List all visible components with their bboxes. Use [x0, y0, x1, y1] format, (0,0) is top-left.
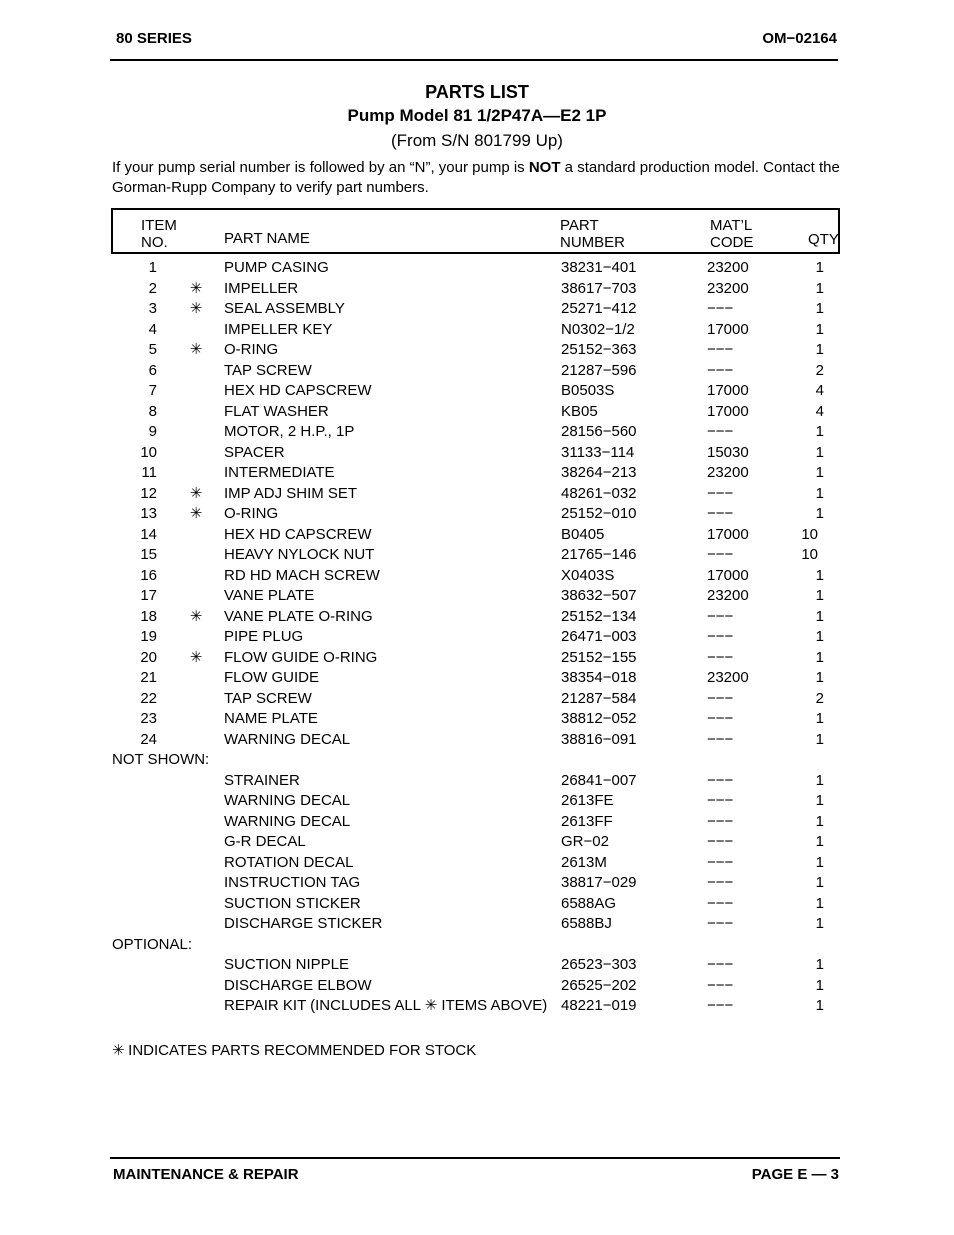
- part-number: 21287−596: [561, 361, 637, 379]
- col-item-line2: NO.: [141, 234, 168, 251]
- quantity: 1: [815, 874, 824, 891]
- quantity: 1: [815, 341, 824, 358]
- quantity: 2: [815, 689, 824, 707]
- material-code: −−−: [707, 915, 734, 932]
- quantity: 1: [815, 566, 824, 584]
- material-code: 23200: [707, 259, 749, 276]
- part-name: SEAL ASSEMBLY: [224, 300, 345, 317]
- item-number: 24: [140, 730, 157, 748]
- part-name: SPACER: [224, 443, 285, 461]
- part-name: O-RING: [224, 505, 279, 522]
- part-number: 48221−019: [561, 997, 637, 1014]
- material-code: −−−: [707, 853, 734, 871]
- item-number: 23: [140, 710, 157, 727]
- part-name: IMP ADJ SHIM SET: [224, 484, 358, 502]
- stock-asterisk-icon: ✳: [189, 484, 203, 502]
- table-row: [0, 402, 954, 423]
- stock-note: ✳ INDICATES PARTS RECOMMENDED FOR STOCK: [112, 1042, 477, 1059]
- quantity: 10: [801, 546, 818, 563]
- part-number: KB05: [561, 402, 598, 420]
- part-name: WARNING DECAL: [224, 792, 351, 809]
- material-code: −−−: [707, 607, 734, 625]
- quantity: 1: [815, 915, 824, 932]
- material-code: 23200: [707, 464, 749, 481]
- part-number: 25152−134: [561, 607, 637, 625]
- stock-asterisk-icon: ✳: [189, 279, 203, 297]
- part-number: 2613FE: [561, 792, 614, 809]
- table-row: [0, 361, 954, 382]
- quantity: 1: [815, 607, 824, 625]
- part-name: VANE PLATE O-RING: [224, 607, 373, 625]
- quantity: 1: [815, 853, 824, 871]
- part-name: PUMP CASING: [224, 259, 329, 276]
- item-number: 10: [140, 443, 157, 461]
- part-number: 38632−507: [561, 587, 637, 604]
- item-number: 11: [141, 464, 157, 481]
- quantity: 1: [815, 259, 824, 276]
- part-number: 6588AG: [561, 894, 617, 912]
- part-name: DISCHARGE ELBOW: [224, 976, 372, 994]
- material-code: −−−: [707, 648, 734, 666]
- material-code: −−−: [707, 812, 734, 830]
- document-number: OM−02164: [762, 30, 837, 47]
- part-number: 26841−007: [561, 771, 637, 789]
- material-code: −−−: [707, 423, 734, 440]
- table-row: [0, 914, 954, 935]
- part-number: 26525−202: [561, 976, 637, 994]
- part-number: N0302−1/2: [561, 320, 635, 338]
- item-number: 6: [148, 361, 157, 379]
- material-code: −−−: [707, 894, 734, 912]
- item-number: 19: [140, 628, 157, 645]
- part-number: 25271−412: [561, 300, 637, 317]
- table-row: [0, 381, 954, 402]
- part-number: 25152−010: [561, 505, 637, 522]
- table-row: [0, 340, 954, 361]
- part-number: 2613FF: [561, 812, 613, 830]
- part-name: IMPELLER: [224, 279, 299, 297]
- part-number: 28156−560: [561, 423, 637, 440]
- item-number: 1: [148, 259, 157, 276]
- table-row: [0, 668, 954, 689]
- part-number: B0503S: [561, 382, 615, 399]
- table-row: [0, 504, 954, 525]
- part-number: 6588BJ: [561, 915, 612, 932]
- part-number: GR−02: [561, 833, 609, 850]
- table-row: [0, 484, 954, 505]
- material-code: −−−: [707, 710, 734, 727]
- part-name: ROTATION DECAL: [224, 853, 354, 871]
- quantity: 1: [815, 423, 824, 440]
- part-number: X0403S: [561, 566, 615, 584]
- table-row: [0, 320, 954, 341]
- header-rule: [110, 59, 838, 61]
- table-row: [0, 996, 954, 1017]
- material-code: −−−: [707, 361, 734, 379]
- table-row: [0, 422, 954, 443]
- table-row: [0, 689, 954, 710]
- col-qty: QTY: [808, 231, 839, 248]
- part-number: 48261−032: [561, 484, 637, 502]
- part-name: DISCHARGE STICKER: [224, 915, 383, 932]
- item-number: 2: [148, 279, 157, 297]
- material-code: 15030: [707, 443, 749, 461]
- part-name: G-R DECAL: [224, 833, 306, 850]
- stock-asterisk-icon: ✳: [189, 341, 203, 358]
- material-code: −−−: [707, 956, 734, 973]
- series-label: 80 SERIES: [116, 30, 192, 47]
- col-part-name: PART NAME: [224, 230, 310, 247]
- part-name: NAME PLATE: [224, 710, 318, 727]
- table-row: [0, 791, 954, 812]
- material-code: −−−: [707, 874, 734, 891]
- material-code: −−−: [707, 997, 734, 1014]
- item-number: 7: [148, 382, 157, 399]
- material-code: −−−: [707, 628, 734, 645]
- part-name: HEAVY NYLOCK NUT: [224, 546, 375, 563]
- material-code: −−−: [707, 771, 734, 789]
- table-row: [0, 258, 954, 279]
- quantity: 1: [815, 279, 824, 297]
- quantity: 1: [815, 320, 824, 338]
- item-number: 5: [148, 341, 157, 358]
- part-number: 25152−363: [561, 341, 637, 358]
- part-name: PIPE PLUG: [224, 628, 304, 645]
- item-number: 13: [140, 505, 157, 522]
- serial-notice: If your pump serial number is followed by an “N”, your pump is NOT a standard production model. Contact the Gorman-Rupp Company to verify part numbers.: [112, 159, 840, 196]
- material-code: 17000: [707, 320, 749, 338]
- page-title: PARTS LIST: [425, 82, 529, 102]
- table-row: [0, 443, 954, 464]
- material-code: −−−: [707, 546, 734, 563]
- material-code: −−−: [707, 730, 734, 748]
- quantity: 1: [815, 976, 824, 994]
- section-label: OPTIONAL:: [112, 935, 193, 953]
- material-code: −−−: [707, 976, 734, 994]
- col-mat-line2: CODE: [710, 234, 754, 251]
- material-code: −−−: [707, 792, 734, 809]
- part-number: 38812−052: [561, 710, 637, 727]
- material-code: 17000: [707, 402, 749, 420]
- part-name: TAP SCREW: [224, 361, 312, 379]
- material-code: 23200: [707, 279, 749, 297]
- part-name: MOTOR, 2 H.P., 1P: [224, 423, 355, 440]
- stock-asterisk-icon: ✳: [189, 300, 203, 317]
- section-label: NOT SHOWN:: [112, 751, 210, 768]
- table-row: [0, 279, 954, 300]
- table-row: [0, 832, 954, 853]
- quantity: 1: [815, 669, 824, 686]
- quantity: 4: [815, 382, 824, 399]
- table-row: [0, 730, 954, 751]
- quantity: 1: [815, 730, 824, 748]
- part-number: 38231−401: [561, 259, 637, 276]
- pump-model: Pump Model 81 1/2P47A—E2 1P: [347, 106, 607, 125]
- quantity: 1: [815, 505, 824, 522]
- col-part-line1: PART: [560, 217, 599, 234]
- col-item-line1: ITEM: [141, 217, 177, 234]
- quantity: 1: [815, 710, 824, 727]
- table-row: [0, 812, 954, 833]
- quantity: 1: [815, 771, 824, 789]
- part-name: VANE PLATE: [224, 587, 315, 604]
- table-row: [0, 566, 954, 587]
- part-number: 2613M: [561, 853, 607, 871]
- optional-section: [0, 935, 954, 956]
- part-number: 38264−213: [561, 464, 637, 481]
- quantity: 1: [815, 628, 824, 645]
- stock-asterisk-icon: ✳: [189, 607, 203, 625]
- item-number: 14: [140, 525, 157, 543]
- not-shown-section: [0, 750, 954, 771]
- quantity: 1: [815, 894, 824, 912]
- part-name: HEX HD CAPSCREW: [224, 525, 372, 543]
- part-number: 25152−155: [561, 648, 637, 666]
- quantity: 10: [801, 525, 818, 543]
- material-code: −−−: [707, 341, 734, 358]
- stock-asterisk-icon: ✳: [189, 505, 203, 522]
- material-code: −−−: [707, 505, 734, 522]
- table-row: [0, 545, 954, 566]
- item-number: 22: [140, 689, 157, 707]
- material-code: 23200: [707, 587, 749, 604]
- part-name: WARNING DECAL: [224, 812, 351, 830]
- table-row: [0, 525, 954, 546]
- table-row: [0, 873, 954, 894]
- part-number: 38617−703: [561, 279, 637, 297]
- item-number: 9: [148, 423, 157, 440]
- page-header: [110, 30, 837, 50]
- quantity: 1: [815, 464, 824, 481]
- page-number: PAGE E — 3: [751, 1166, 839, 1183]
- quantity: 4: [815, 402, 824, 420]
- item-number: 18: [140, 607, 157, 625]
- part-name: SUCTION STICKER: [224, 894, 361, 912]
- table-row: [0, 894, 954, 915]
- table-row: [0, 771, 954, 792]
- item-number: 21: [140, 669, 157, 686]
- material-code: 23200: [707, 669, 749, 686]
- table-row: [0, 709, 954, 730]
- part-name: RD HD MACH SCREW: [224, 566, 380, 584]
- part-name: FLOW GUIDE: [224, 669, 320, 686]
- quantity: 1: [815, 833, 824, 850]
- part-number: 38817−029: [561, 874, 637, 891]
- item-number: 20: [140, 648, 157, 666]
- part-name: IMPELLER KEY: [224, 320, 333, 338]
- item-number: 4: [148, 320, 157, 338]
- serial-range: (From S/N 801799 Up): [391, 131, 563, 150]
- table-row: [0, 955, 954, 976]
- part-name: STRAINER: [224, 771, 300, 789]
- section-label: MAINTENANCE & REPAIR: [113, 1166, 299, 1183]
- part-name: HEX HD CAPSCREW: [224, 382, 372, 399]
- table-row: [0, 607, 954, 628]
- col-part-line2: NUMBER: [560, 234, 626, 251]
- part-name: INSTRUCTION TAG: [224, 874, 361, 891]
- part-number: 21765−146: [561, 546, 637, 563]
- quantity: 1: [815, 484, 824, 502]
- item-number: 17: [140, 587, 157, 604]
- quantity: 1: [815, 300, 824, 317]
- table-row: [0, 627, 954, 648]
- part-number: 38816−091: [561, 730, 637, 748]
- material-code: 17000: [707, 382, 749, 399]
- part-name: INTERMEDIATE: [224, 464, 335, 481]
- part-number: 26523−303: [561, 956, 637, 973]
- table-row: [0, 976, 954, 997]
- item-number: 3: [148, 300, 157, 317]
- part-name: REPAIR KIT (INCLUDES ALL ✳ ITEMS ABOVE): [224, 997, 548, 1014]
- quantity: 1: [815, 587, 824, 604]
- item-number: 8: [148, 402, 157, 420]
- table-header: [111, 208, 840, 254]
- table-row: [0, 853, 954, 874]
- part-number: 38354−018: [561, 669, 637, 686]
- table-row: [0, 586, 954, 607]
- part-name: TAP SCREW: [224, 689, 312, 707]
- footer-rule: [110, 1157, 840, 1159]
- material-code: 17000: [707, 566, 749, 584]
- quantity: 1: [815, 956, 824, 973]
- part-number: B0405: [561, 525, 605, 543]
- quantity: 1: [815, 792, 824, 809]
- table-row: [0, 463, 954, 484]
- stock-asterisk-icon: ✳: [189, 648, 203, 666]
- item-number: 16: [140, 566, 157, 584]
- table-row: [0, 648, 954, 669]
- part-name: WARNING DECAL: [224, 730, 351, 748]
- parts-table: [0, 258, 954, 1017]
- material-code: 17000: [707, 525, 749, 543]
- part-number: 31133−114: [561, 443, 635, 461]
- quantity: 1: [815, 443, 824, 461]
- material-code: −−−: [707, 833, 734, 850]
- part-name: O-RING: [224, 341, 279, 358]
- item-number: 15: [140, 546, 157, 563]
- material-code: −−−: [707, 689, 734, 707]
- quantity: 1: [815, 997, 824, 1014]
- asterisk-icon: ✳: [112, 1042, 125, 1059]
- part-number: 26471−003: [561, 628, 637, 645]
- part-name: SUCTION NIPPLE: [224, 956, 350, 973]
- material-code: −−−: [707, 484, 734, 502]
- part-name: FLAT WASHER: [224, 402, 329, 420]
- item-number: 12: [140, 484, 157, 502]
- quantity: 1: [815, 812, 824, 830]
- quantity: 2: [815, 361, 824, 379]
- col-mat-line1: MAT’L: [710, 217, 753, 234]
- table-row: [0, 299, 954, 320]
- part-name: FLOW GUIDE O-RING: [224, 648, 378, 666]
- part-number: 21287−584: [561, 689, 637, 707]
- material-code: −−−: [707, 300, 734, 317]
- quantity: 1: [815, 648, 824, 666]
